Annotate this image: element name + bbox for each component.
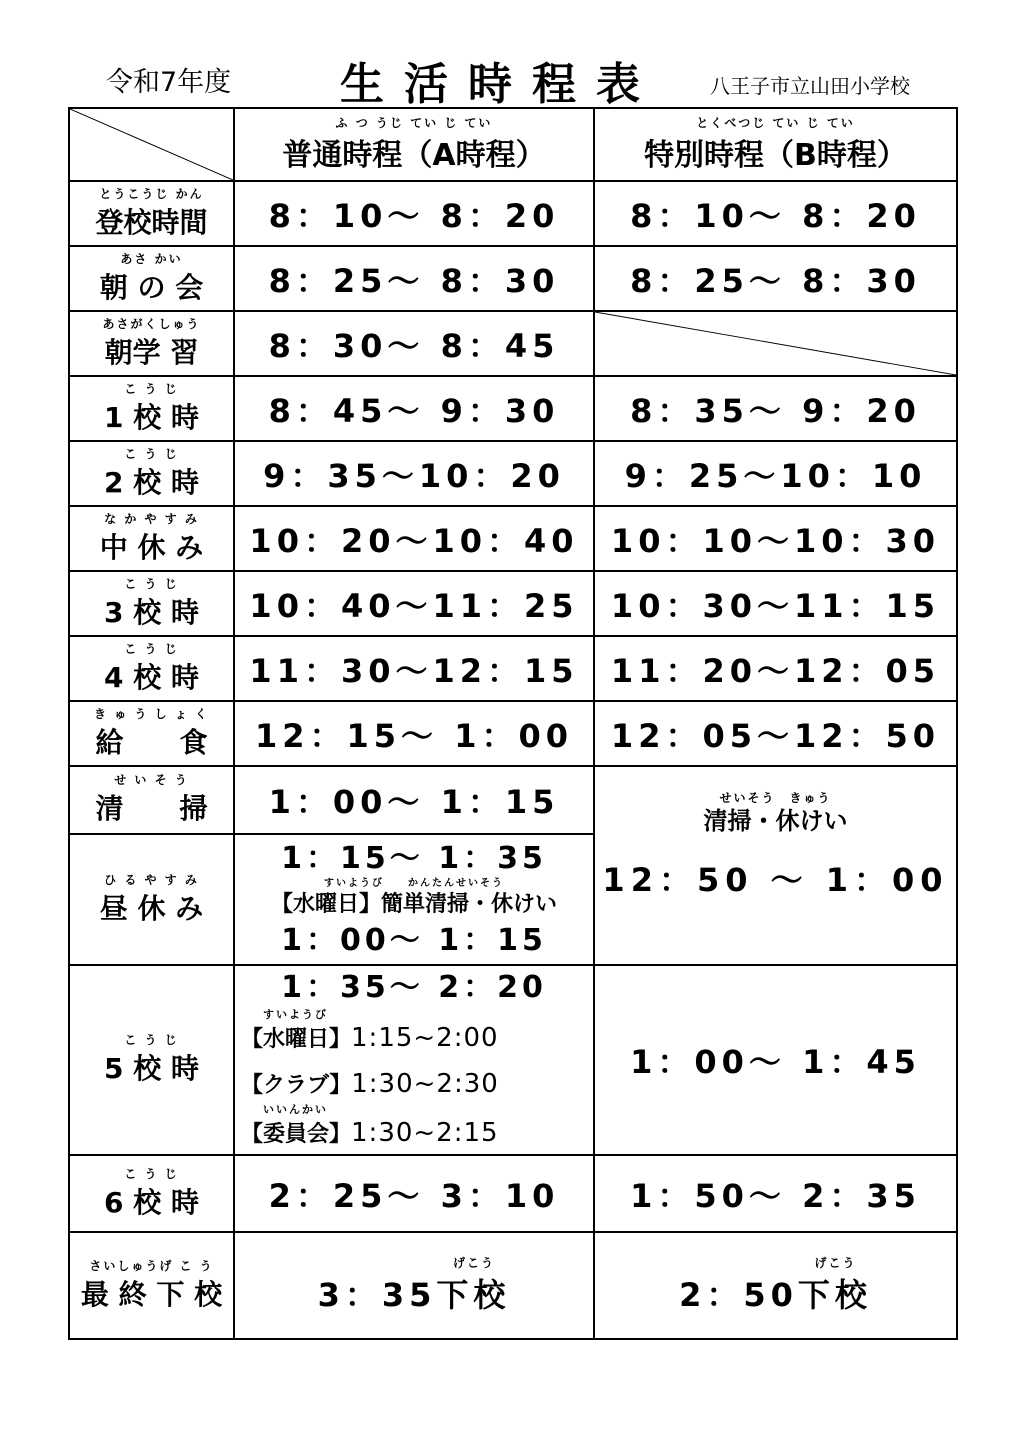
row-ruby: こ う じ xyxy=(124,576,179,591)
row-label xyxy=(69,246,234,311)
a-time xyxy=(234,766,594,834)
row-label xyxy=(69,701,234,766)
a-time xyxy=(234,376,594,441)
b-time xyxy=(594,701,957,766)
column-header-b xyxy=(594,108,957,181)
row-label-text: 朝 の 会 xyxy=(99,270,204,304)
table-row xyxy=(69,506,957,571)
year-label: 令和7年度 xyxy=(106,67,232,98)
row-ruby: さいしゅうげ こ う xyxy=(89,1258,214,1273)
row-label xyxy=(69,571,234,636)
column-header-a xyxy=(234,108,594,181)
a-period5-time: 1：35～ 2：20 xyxy=(281,970,547,1005)
a-time-text: 8：25～ 8：30 xyxy=(268,261,560,300)
row-label xyxy=(69,181,234,246)
column-b-label: 特別時程（B時程） xyxy=(644,137,907,173)
row-label xyxy=(69,506,234,571)
row-ruby: あさがくしゅう xyxy=(102,316,201,331)
b-cleaning-ruby: せいそう きゅう xyxy=(719,790,832,805)
row-label xyxy=(69,441,234,506)
row-label xyxy=(69,834,234,965)
b-dismissal xyxy=(594,1232,957,1339)
table-row xyxy=(69,571,957,636)
a-time-text: 8：30～ 8：45 xyxy=(268,326,560,365)
b-time-text: 8：25～ 8：30 xyxy=(630,261,921,300)
row-ruby: せ い そ う xyxy=(114,773,189,787)
table-row xyxy=(69,181,957,246)
wed-ruby: すいようび xyxy=(263,1008,328,1021)
b-time xyxy=(594,965,957,1155)
corner-cell xyxy=(69,108,234,181)
table-row xyxy=(69,636,957,701)
column-b-ruby: とくべつじ てい じ てい xyxy=(696,115,855,130)
a-lunch-break-cell xyxy=(234,834,594,965)
b-cleaning-time: 12：50 ～ 1：00 xyxy=(602,860,949,899)
row-label-text: 1 校 時 xyxy=(104,400,199,434)
a-time-text: 2：25～ 3：10 xyxy=(268,1176,560,1215)
wed-line xyxy=(235,1021,593,1057)
row-ruby: あさ かい xyxy=(120,251,183,266)
row-label-text: 清 掃 xyxy=(95,792,208,825)
b-time-text: 1：50～ 2：35 xyxy=(630,1176,921,1215)
column-a-ruby: ふ つ うじ てい じ てい xyxy=(335,115,493,130)
b-time-text: 1：00～ 1：45 xyxy=(630,1043,921,1081)
a-time xyxy=(234,1155,594,1232)
row-label-text: 給 食 xyxy=(95,725,208,759)
row-ruby: ひ る や す み xyxy=(104,872,199,887)
a-time-text: 10：20～10：40 xyxy=(249,521,579,560)
table-row xyxy=(69,441,957,506)
a-time-text: 8：10～ 8：20 xyxy=(268,196,560,235)
b-cleaning-break-cell xyxy=(594,766,957,965)
b-dismissal-ruby: げこう xyxy=(814,1255,857,1270)
club-label: 【クラブ】 xyxy=(241,1073,352,1098)
b-time xyxy=(594,181,957,246)
diagonal-line xyxy=(595,312,956,375)
column-a-label: 普通時程（A時程） xyxy=(282,137,546,173)
a-time xyxy=(234,441,594,506)
b-time-text: 9：25～10：10 xyxy=(624,456,927,495)
row-label-text: 昼 休 み xyxy=(99,891,204,925)
header-row xyxy=(69,108,957,181)
committee-label: 【委員会】 xyxy=(241,1122,352,1147)
a-time xyxy=(234,311,594,376)
a-time-text: 12：15～ 1：00 xyxy=(254,716,573,755)
row-label-text: 登校時間 xyxy=(95,205,208,239)
row-ruby: き ゅ う し ょ く xyxy=(94,706,209,721)
diagonal-line xyxy=(70,109,233,180)
table-row xyxy=(69,1232,957,1339)
page-title: 生活時程表 xyxy=(340,59,660,110)
row-label xyxy=(69,766,234,834)
row-label-text: 6 校 時 xyxy=(104,1185,199,1219)
table-row xyxy=(69,1155,957,1232)
b-time xyxy=(594,1155,957,1232)
b-time xyxy=(594,571,957,636)
b-time-text: 8：35～ 9：20 xyxy=(630,391,921,430)
row-ruby: こ う じ xyxy=(124,1033,179,1047)
a-dismissal-text: 3：35下校 xyxy=(317,1275,511,1314)
a-time-text: 11：30～12：15 xyxy=(249,651,579,690)
row-label-text: 中 休 み xyxy=(99,530,204,564)
a-lunch-time: 1：15～ 1：35 xyxy=(281,840,547,876)
a-time xyxy=(234,246,594,311)
a-dismissal-ruby: げこう xyxy=(452,1255,495,1270)
row-ruby: こ う じ xyxy=(124,641,179,656)
table-row xyxy=(69,311,957,376)
row-label-text: 3 校 時 xyxy=(104,595,199,629)
table-row xyxy=(69,376,957,441)
row-label xyxy=(69,1232,234,1339)
committee-ruby: いいんかい xyxy=(263,1103,328,1116)
a-time xyxy=(234,571,594,636)
row-label-text: 4 校 時 xyxy=(104,660,199,694)
row-label xyxy=(69,376,234,441)
row-label xyxy=(69,1155,234,1232)
b-time-text: 10：10～10：30 xyxy=(610,521,941,560)
row-ruby: な か や す み xyxy=(104,511,199,526)
a-lunch-note-ruby: すいようび かんたんせいそう xyxy=(324,877,504,889)
row-ruby: こ う じ xyxy=(124,381,179,396)
a-time xyxy=(234,181,594,246)
b-time xyxy=(594,246,957,311)
a-time-text: 10：40～11：25 xyxy=(249,586,579,625)
b-cleaning-label: 清掃・休けい xyxy=(703,806,848,835)
table-row xyxy=(69,965,957,1155)
committee-line xyxy=(235,1116,593,1152)
a-time-text: 1：00～ 1：15 xyxy=(268,783,560,821)
row-label xyxy=(69,965,234,1155)
committee-time: 1:30~2:15 xyxy=(351,1118,499,1148)
a-lunch-note-time: 1：00～ 1：15 xyxy=(281,922,547,958)
row-label-text: 朝学 習 xyxy=(104,335,199,369)
row-label xyxy=(69,636,234,701)
schedule-table xyxy=(68,107,958,1340)
b-time-text: 11：20～12：05 xyxy=(610,651,941,690)
b-time xyxy=(594,506,957,571)
b-time-text: 8：10～ 8：20 xyxy=(630,196,921,235)
b-time xyxy=(594,441,957,506)
table-row xyxy=(69,701,957,766)
a-time-text: 9：35～10：20 xyxy=(263,456,565,495)
b-dismissal-text: 2：50下校 xyxy=(679,1275,872,1314)
a-lunch-note: 【水曜日】簡単清掃・休けい xyxy=(270,891,557,917)
b-time xyxy=(594,376,957,441)
row-ruby: こ う じ xyxy=(124,446,179,461)
club-line xyxy=(235,1067,593,1103)
row-label xyxy=(69,311,234,376)
b-time-text: 10：30～11：15 xyxy=(610,586,941,625)
b-time xyxy=(594,636,957,701)
wed-time: 1:15~2:00 xyxy=(351,1023,499,1053)
row-label-text: 最 終 下 校 xyxy=(80,1277,223,1311)
school-name: 八王子市立山田小学校 xyxy=(710,74,910,98)
row-ruby: こ う じ xyxy=(124,1166,179,1181)
a-time xyxy=(234,506,594,571)
row-label-text: 2 校 時 xyxy=(104,465,199,499)
a-time xyxy=(234,636,594,701)
row-ruby: とうこうじ かん xyxy=(99,186,204,201)
b-empty-cell xyxy=(594,311,957,376)
club-time: 1:30~2:30 xyxy=(351,1069,499,1099)
table-row xyxy=(69,766,957,834)
a-time xyxy=(234,701,594,766)
row-label-text: 5 校 時 xyxy=(104,1052,199,1085)
wed-label: 【水曜日】 xyxy=(241,1027,352,1052)
table-row xyxy=(69,246,957,311)
a-time-text: 8：45～ 9：30 xyxy=(268,391,560,430)
a-period5-cell xyxy=(234,965,594,1155)
a-dismissal xyxy=(234,1232,594,1339)
b-time-text: 12：05～12：50 xyxy=(610,716,941,755)
